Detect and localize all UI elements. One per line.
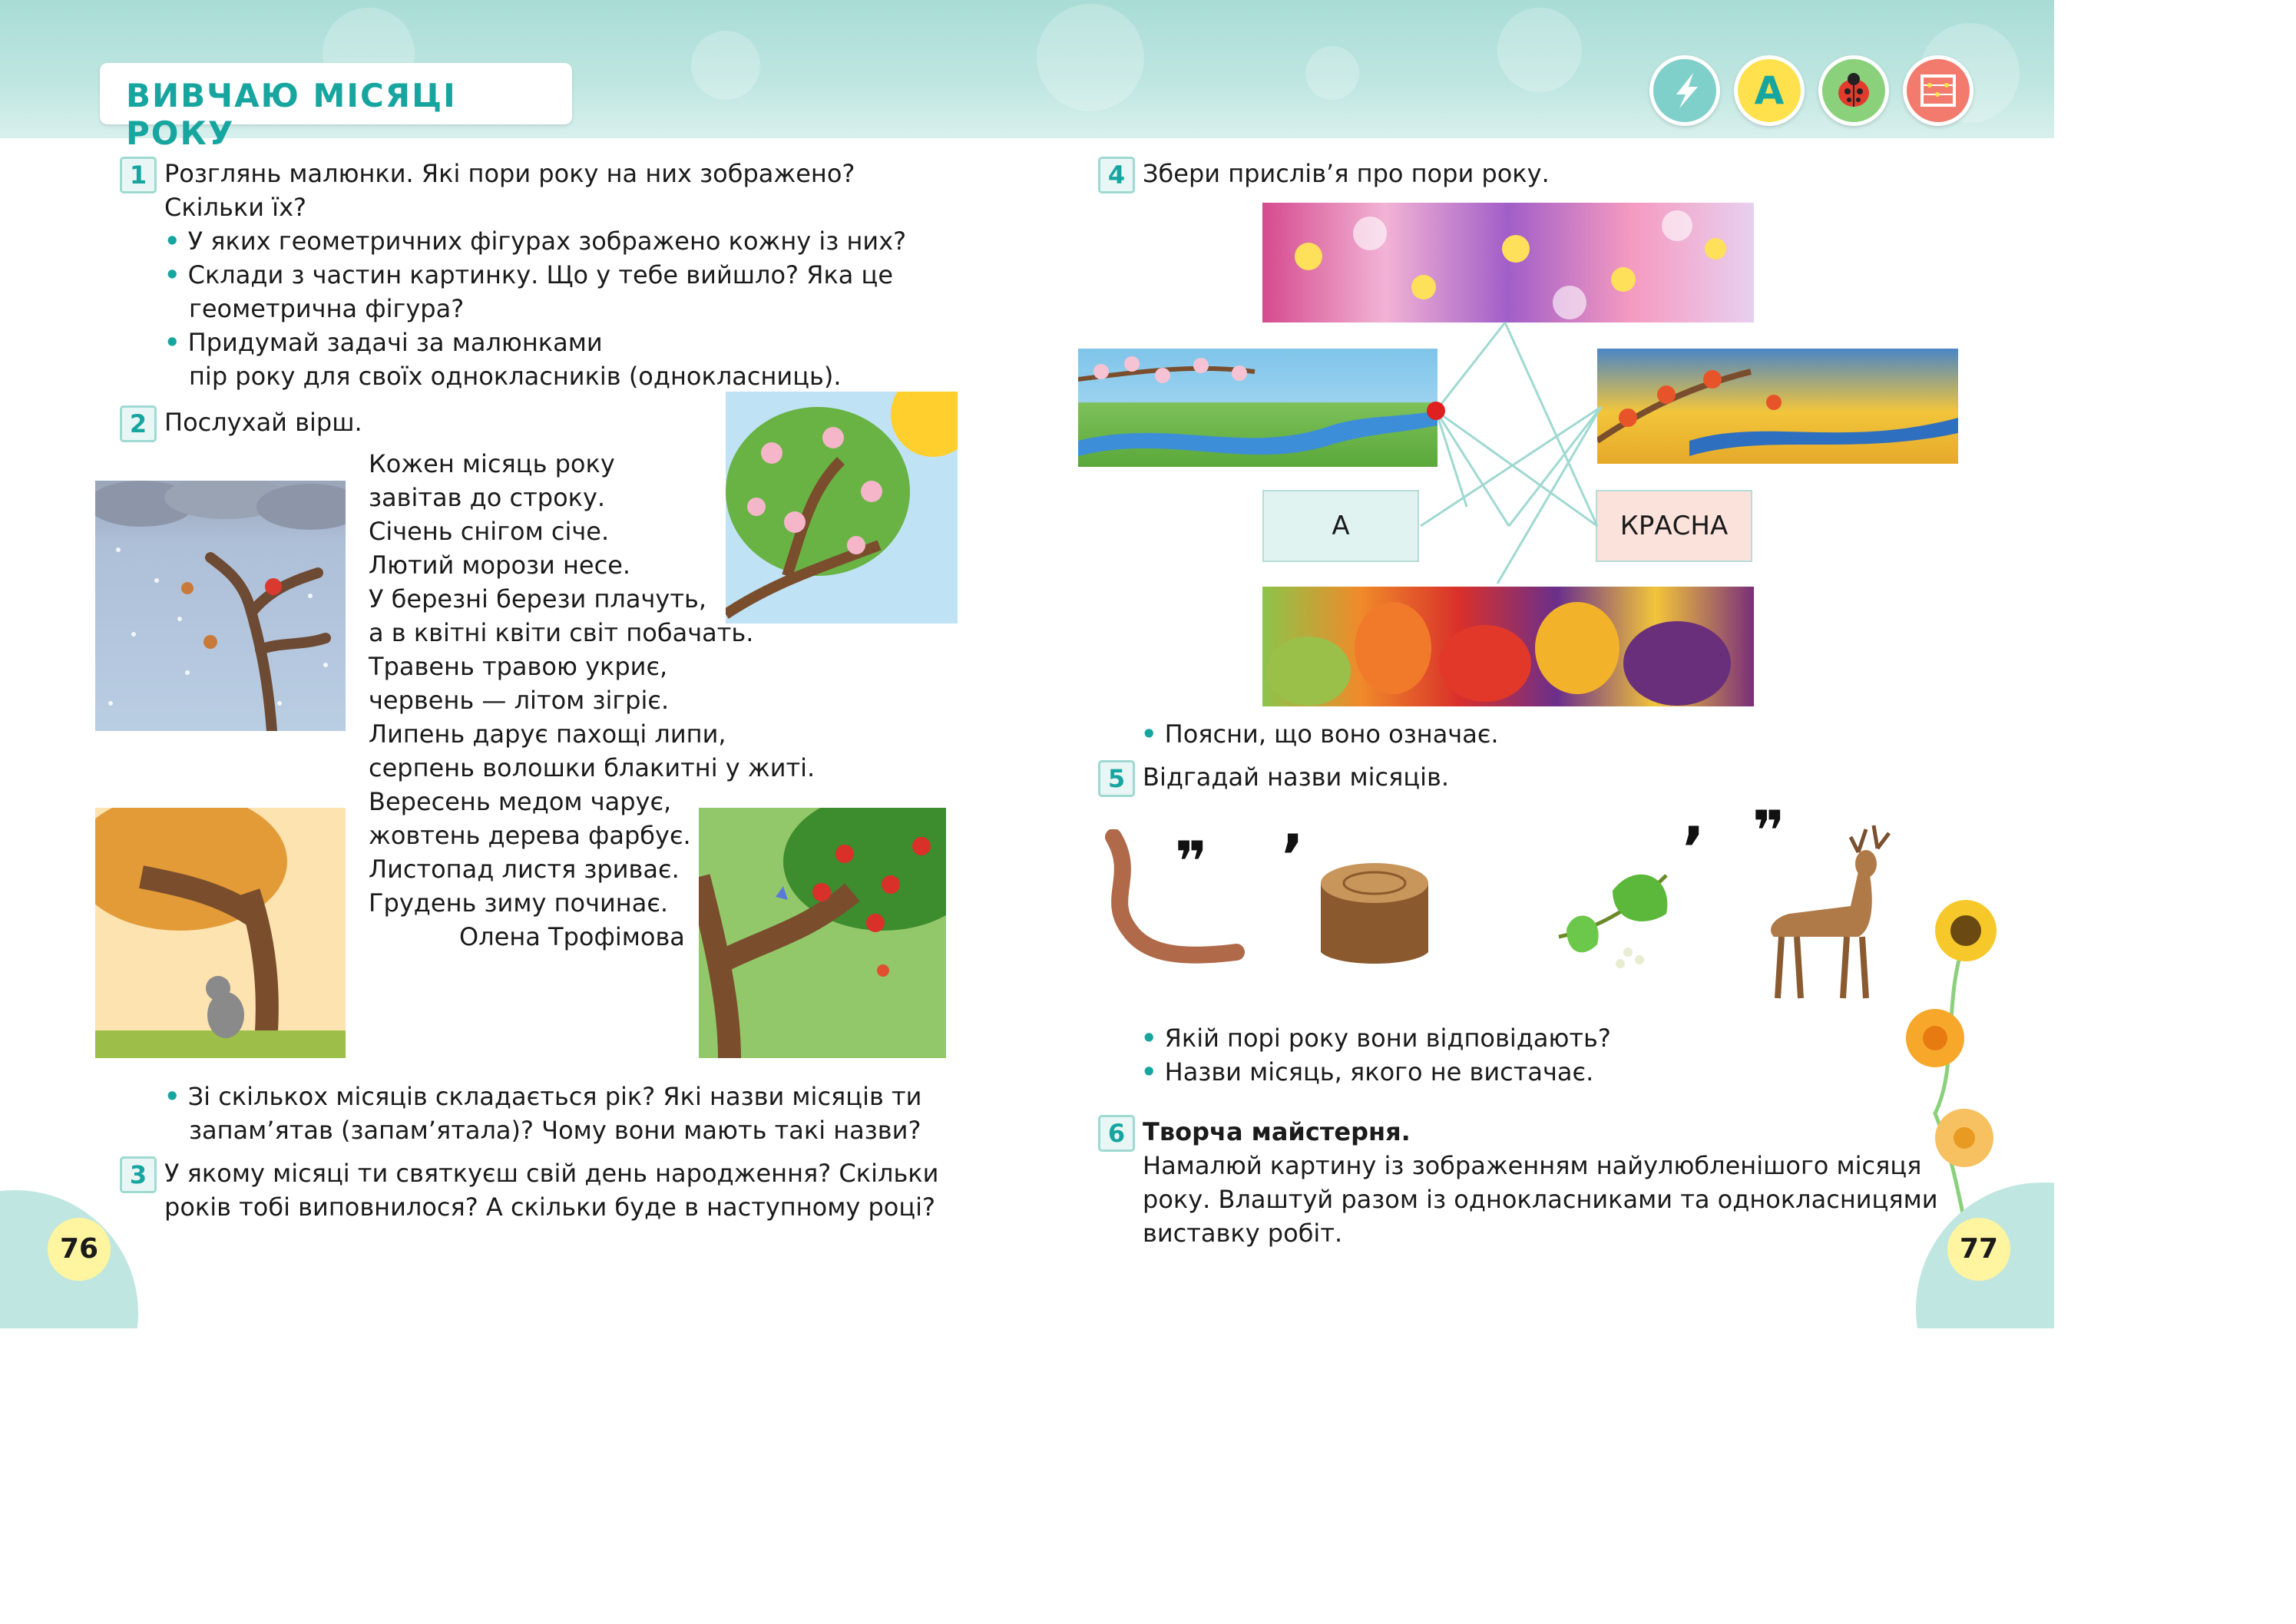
task-6-title: Творча майстерня. — [1143, 1117, 1411, 1146]
bullet-dot: • — [164, 227, 180, 256]
linden-branch-picture — [1551, 845, 1689, 983]
spring-flowers-picture — [1262, 203, 1754, 322]
poem-line-2: завітав до строку. — [369, 483, 606, 512]
poem-line-3: Січень снігом січе. — [369, 517, 610, 546]
mark-2: ’ — [1281, 822, 1305, 893]
task-6-number: 6 — [1098, 1115, 1135, 1152]
decor-bubble — [1497, 8, 1582, 92]
poem-line-6: а в квітні квіти світ побачать. — [369, 618, 754, 647]
task-1-bullet-3: • Придумай задачі за малюнками — [164, 328, 603, 357]
task-1-bullet-2: • Склади з частин картинку. Що у тебе вийшло? Яка це — [164, 260, 894, 289]
poem-line-14: Грудень зиму починає. — [369, 888, 669, 918]
page-title: ВИВЧАЮ МІСЯЦІ РОКУ — [126, 77, 457, 152]
task-3-line-1: У якому місяці ти святкуєш свій день народження? Скільки — [164, 1159, 939, 1188]
poem-line-8: червень — літом зігріє. — [369, 686, 670, 715]
task-1-bullet-2-cont: геометрична фігура? — [189, 294, 465, 323]
ladybug-icon — [1818, 55, 1889, 126]
task-6-line-3: виставку робіт. — [1143, 1219, 1343, 1248]
task-2-bullet-1: • Зі скількох місяців складається рік? Які назви місяців ти — [164, 1082, 922, 1111]
decor-bubble — [1037, 4, 1144, 111]
mark-3: ’ — [1682, 814, 1705, 885]
bird-icon — [1649, 55, 1720, 126]
poem-line-5: У березні берези плачуть, — [369, 584, 706, 614]
task-1-bullet-3-cont: пір року для своїх однокласників (однокласниць). — [189, 362, 842, 391]
decor-bubble — [1305, 46, 1359, 100]
task-3-line-2: років тобі виповнилося? А скільки буде в наступному році? — [164, 1192, 936, 1222]
spring-picture — [726, 392, 958, 623]
mark-4: ❞ — [1752, 799, 1785, 863]
task-2-text: Послухай вірш. — [164, 408, 362, 437]
task-6-line-1: Намалюй картину із зображенням найулюбленішого місяця — [1143, 1151, 1922, 1180]
stump-picture — [1305, 852, 1444, 975]
header-band — [0, 0, 2054, 152]
task-1-line-1: Розглянь малюнки. Які пори року на них зображено? — [164, 159, 855, 188]
task-2-bullet-1-cont: запам’ятав (запам’ятала)? Чому вони мають такі назви? — [189, 1116, 921, 1145]
task-1-bullet-1: • У яких геометричних фігурах зображено кожну із них? — [164, 227, 907, 256]
poem-line-11: Вересень медом чарує, — [369, 787, 672, 816]
task-4-text: Збери прислів’я про пори року. — [1143, 159, 1550, 188]
poem-line-9: Липень дарує пахощі липи, — [369, 719, 726, 749]
word-card-a: А — [1262, 490, 1419, 562]
abacus-icon — [1903, 55, 1973, 126]
poem-line-12: жовтень дерева фарбує. — [369, 821, 691, 850]
bullet-dot: • — [1141, 1057, 1157, 1087]
bullet-dot: • — [164, 1082, 180, 1111]
summer-picture — [699, 808, 946, 1058]
task-5-text: Відгадай назви місяців. — [1143, 762, 1450, 792]
winter-picture — [95, 481, 346, 731]
mark-1: ❞ — [1175, 829, 1208, 894]
poem-line-10: серпень волошки блакитні у житі. — [369, 753, 816, 782]
word-card-krasna: КРАСНА — [1596, 490, 1752, 562]
task-6-line-2: року. Влаштуй разом із однокласниками та однокласницями — [1143, 1185, 1938, 1214]
task-4-number: 4 — [1098, 157, 1135, 193]
deer-picture — [1743, 814, 1912, 1006]
connector-lines — [1075, 307, 1766, 599]
task-2-number: 2 — [120, 405, 157, 442]
task-5-bullet-1: • Якій порі року вони відповідають? — [1141, 1024, 1611, 1053]
poem-line-1: Кожен місяць року — [369, 449, 615, 478]
bullet-dot: • — [1141, 719, 1157, 749]
autumn-harvest-picture — [1262, 587, 1754, 706]
poem-line-13: Листопад листя зриває. — [369, 855, 680, 884]
task-1-number: 1 — [120, 157, 157, 193]
task-5-number: 5 — [1098, 760, 1135, 797]
bullet-dot: • — [164, 328, 180, 357]
page-number-right: 77 — [1947, 1218, 2010, 1281]
title-box — [100, 63, 572, 152]
poem-line-4: Лютий морози несе. — [369, 551, 631, 580]
bullet-dot: • — [1141, 1024, 1157, 1053]
poem-author: Олена Трофімова — [459, 922, 685, 951]
autumn-picture — [95, 808, 346, 1058]
poem-line-7: Травень травою укриє, — [369, 652, 668, 681]
page-number-left: 76 — [48, 1218, 111, 1281]
task-5-bullet-2: • Назви місяць, якого не вистачає. — [1141, 1057, 1594, 1087]
task-1-line-2: Скільки їх? — [164, 193, 306, 222]
task-3-number: 3 — [120, 1156, 157, 1193]
decor-bubble — [691, 31, 760, 100]
letter-a-icon: А — [1734, 55, 1805, 126]
bullet-dot: • — [164, 260, 180, 289]
task-4-bullet: • Поясни, що воно означає. — [1141, 719, 1499, 749]
